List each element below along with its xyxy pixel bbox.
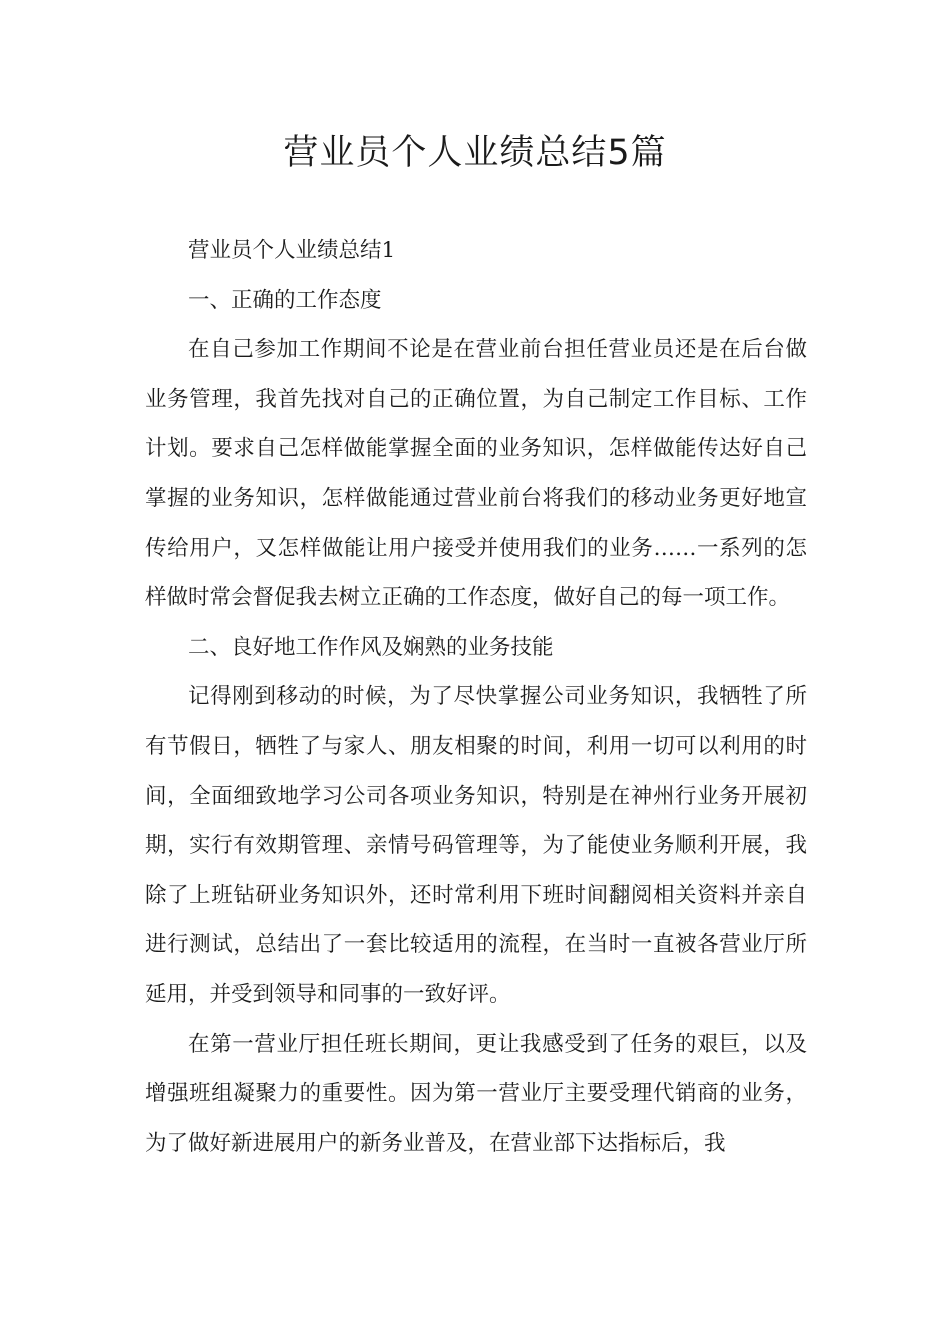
body-paragraph: 记得刚到移动的时候，为了尽快掌握公司业务知识，我牺牲了所有节假日，牺牲了与家人、朋友相聚的时间，利用一切可以利用的时间，全面细致地学习公司各项业务知识，特别是在神州行业务开展初期，实行有效期管理、亲情号码管理等，为了能使业务顺利开展，我除了上班钻研业务知识外，还时常利用下班时间翻阅相关资料并亲自进行测试，总结出了一套比较适用的流程，在当时一直被各营业厅所延用，并受到领导和同事的一致好评。 [145,684,807,1007]
document-title: 营业员个人业绩总结5篇 [283,133,667,173]
body-paragraph: 在第一营业厅担任班长期间，更让我感受到了任务的艰巨，以及增强班组凝聚力的重要性。因为第一营业厅主要受理代销商的业务，为了做好新进展用户的新务业普及，在营业部下达指标后，我 [145,1031,807,1156]
body-paragraph: 在自己参加工作期间不论是在营业前台担任营业员还是在后台做业务管理，我首先找对自己的正确位置，为自己制定工作目标、工作计划。要求自己怎样做能掌握全面的业务知识，怎样做能传达好自己掌握的业务知识，怎样做能通过营业前台将我们的移动业务更好地宣传给用户，又怎样做能让用户接受并使用我们的业务……一系列的怎样做时常会督促我去树立正确的工作态度，做好自己的每一项工作。 [145,337,807,611]
section-heading-work-style: 二、良好地工作作风及娴熟的业务技能 [188,634,554,660]
section-heading-summary-1: 营业员个人业绩总结1 [188,238,396,263]
section-heading-attitude: 一、正确的工作态度 [188,287,382,313]
document-body [145,226,807,1168]
